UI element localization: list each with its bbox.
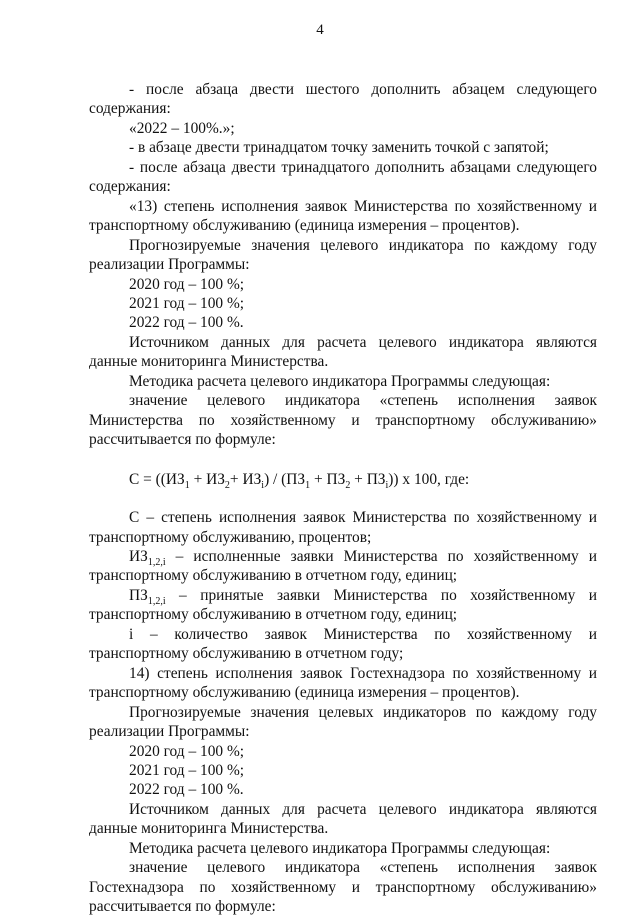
paragraph: Источником данных для расчета целевого индикатора являются данные мониторинга Министерства. [89,333,597,371]
paragraph: 2021 год – 100 %; [129,761,245,779]
document-body [89,80,597,917]
definition-iz [89,547,597,586]
formula-part: + ИЗ [189,470,225,488]
definition-c: С – степень исполнения заявок Министерства по хозяйственному и транспортному обслуживанию, процентов; [89,509,597,546]
formula-subscript: 2 [345,479,351,491]
definition-i: i – количество заявок Министерства по хозяйственному и транспортному обслуживанию в отчетном году; [89,625,597,663]
definition-text: – принятые заявки Министерства по хозяйственному и транспортному обслуживанию в отчетном году, единиц; [89,586,597,624]
paragraph: - после абзаца двести тринадцатого дополнить абзацами следующего содержания: [89,158,597,196]
paragraph: Методика расчета целевого индикатора Программы следующая: [129,372,551,390]
paragraph: 2022 год – 100 %. [129,314,244,332]
paragraph: 2021 год – 100 %; [129,294,245,312]
formula-subscript: i [261,479,265,491]
paragraph: Источником данных для расчета целевого индикатора являются данные мониторинга Министерства. [89,800,597,838]
formula-subscript: 1 [184,479,190,491]
paragraph: 2020 год – 100 %; [129,275,245,293]
formula-subscript: 1 [305,479,311,491]
page-number: 4 [316,22,324,38]
formula-subscript: 2 [224,479,230,491]
definition-symbol: ПЗ [129,586,148,604]
paragraph: Прогнозируемые значения целевых индикаторов по каждому году реализации Программы: [89,703,597,741]
formula-part: + ПЗ [350,470,386,488]
paragraph: значение целевого индикатора «степень исполнения заявок Министерства по хозяйственному и транспортному обслуживанию» рассчитывается по формуле: [89,392,597,449]
formula [89,470,597,489]
formula-part: + ИЗ [229,470,262,488]
formula-part: C = ((ИЗ [129,470,185,488]
formula-part: )) х 100, где: [388,470,470,488]
paragraph: - после абзаца двести шестого дополнить абзацем следующего содержания: [89,81,597,118]
paragraph: Прогнозируемые значения целевого индикатора по каждому году реализации Программы: [89,236,597,274]
definition-text: – исполненные заявки Министерства по хозяйственному и транспортному обслуживанию в отчетном году, единиц; [89,547,597,585]
paragraph: «2022 – 100%.»; [129,119,235,137]
paragraph: 2020 год – 100 %; [129,742,245,760]
formula-part: ) / (ПЗ [264,470,306,488]
definition-symbol: ИЗ [129,547,148,565]
definition-pz [89,586,597,625]
paragraph: 14) степень исполнения заявок Гостехнадзора по хозяйственному и транспортному обслуживанию (единица измерения – процентов). [89,664,597,702]
paragraph: - в абзаце двести тринадцатом точку заменить точкой с запятой; [129,139,549,157]
paragraph: Методика расчета целевого индикатора Программы следующая: [129,839,551,857]
paragraph: значение целевого индикатора «степень исполнения заявок Гостехнадзора по хозяйственному и транспортному обслуживанию» рассчитывается по формуле: [89,859,597,916]
paragraph: 2022 год – 100 %. [129,781,244,799]
definition-subscript: 1,2,i [147,557,166,569]
formula-part: + ПЗ [310,470,346,488]
paragraph: «13) степень исполнения заявок Министерства по хозяйственному и транспортному обслуживанию (единица измерения – процентов). [89,197,597,235]
formula-subscript: i [385,479,389,491]
definition-subscript: 1,2,i [147,595,166,607]
